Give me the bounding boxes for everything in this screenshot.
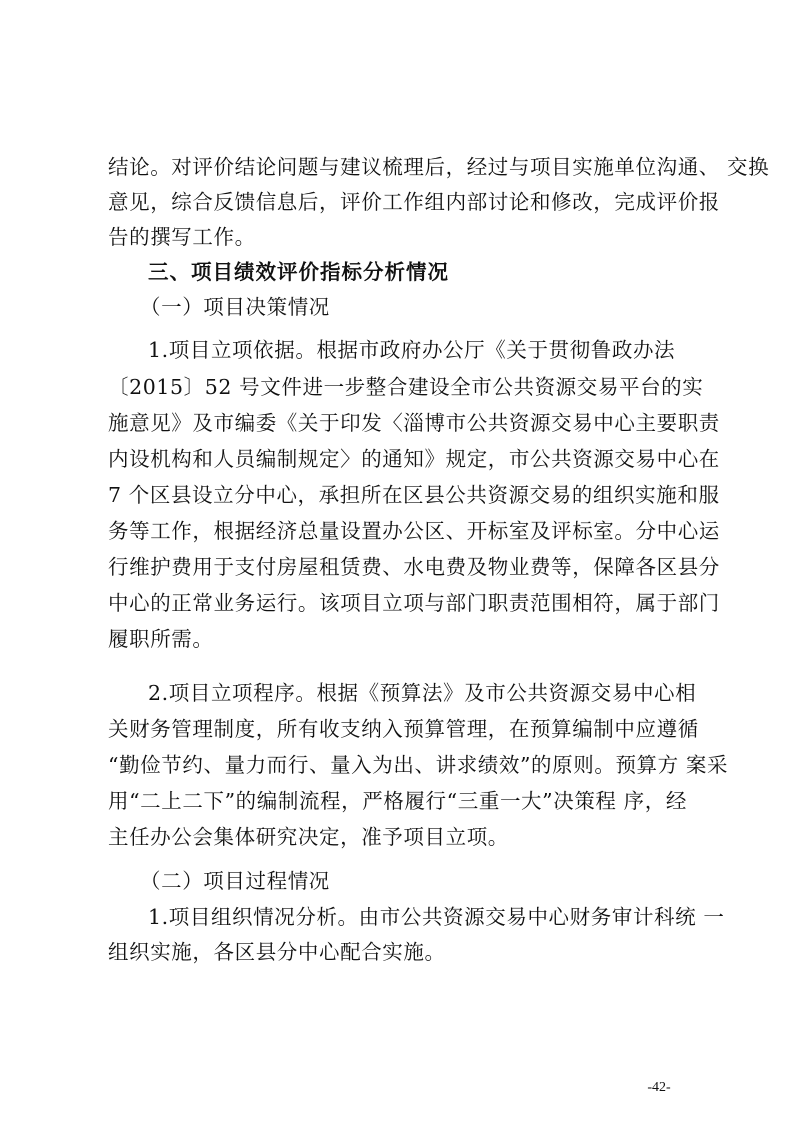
subsection-heading: （一）项目决策情况	[140, 295, 330, 319]
text-line: 内设机构和人员编制规定〉的通知》规定，市公共资源交易中心在	[108, 447, 720, 471]
subsection-heading: （二）项目过程情况	[140, 869, 330, 893]
text-line: 关财务管理制度，所有收支纳入预算管理，在预算编制中应遵循	[108, 717, 699, 741]
page-number: -42-	[647, 1080, 671, 1095]
text-line: 施意见》及市编委《关于印发〈淄博市公共资源交易中心主要职责	[108, 411, 720, 435]
text-line: 1.项目立项依据。根据市政府办公厅《关于贯彻鲁政办法	[148, 338, 676, 362]
section-heading: 三、项目绩效评价指标分析情况	[148, 260, 449, 284]
text-line: 告的撰写工作。	[108, 225, 256, 249]
text-line: 行维护费用于支付房屋租赁费、水电费及物业费等，保障各区县分	[108, 555, 720, 579]
text-line: 结论。对评价结论问题与建议梳理后，经过与项目实施单位沟通、 交换	[108, 155, 770, 179]
text-line: 1.项目组织情况分析。由市公共资源交易中心财务审计科统 一	[148, 905, 725, 929]
text-line: 〔2015〕52 号文件进一步整合建设全市公共资源交易平台的实	[108, 375, 704, 399]
text-line: 组织实施，各区县分中心配合实施。	[108, 940, 446, 964]
text-line: 意见，综合反馈信息后，评价工作组内部讨论和修改，完成评价报	[108, 190, 720, 214]
text-line: 履职所需。	[108, 627, 214, 651]
text-line: 用“二上二下”的编制流程，严格履行“三重一大”决策程 序，经	[108, 789, 687, 813]
text-line: 主任办公会集体研究决定，准予项目立项。	[108, 825, 509, 849]
text-line: “勤俭节约、量力而行、量入为出、讲求绩效”的原则。预算方 案采	[108, 753, 729, 777]
text-line: 2.项目立项程序。根据《预算法》及市公共资源交易中心相	[148, 681, 697, 705]
text-line: 中心的正常业务运行。该项目立项与部门职责范围相符，属于部门	[108, 591, 720, 615]
text-line: 务等工作，根据经济总量设置办公区、开标室及评标室。分中心运	[108, 519, 720, 543]
text-line: 7 个区县设立分中心，承担所在区县公共资源交易的组织实施和服	[108, 483, 720, 507]
